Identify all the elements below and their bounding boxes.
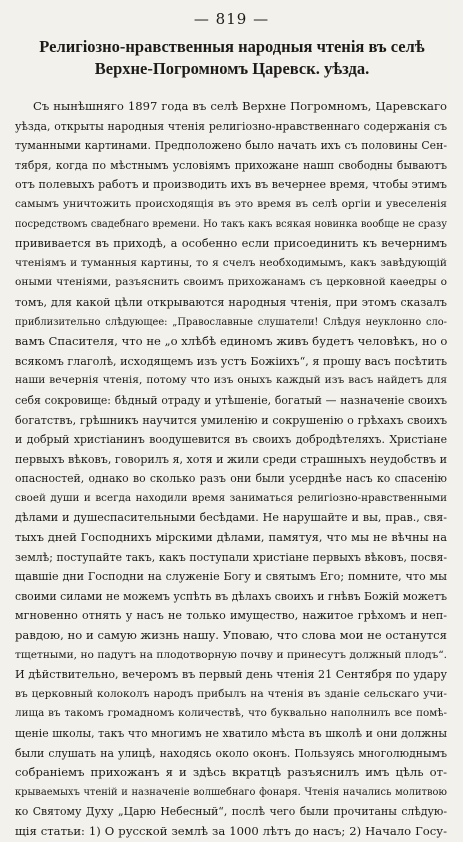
page-number: — 819 — — [193, 10, 270, 28]
text-line: щеніе школы, такъ что многимъ не хватило мѣста въ школѣ и они должны — [15, 727, 447, 740]
text-line: дѣлами и душеспасительными бесѣдами. Не нарушайте и вы, прав., свя- — [15, 511, 447, 525]
text-line: лища въ такомъ громадномъ количествѣ, что буквально наполнилъ все помѣ- — [15, 707, 447, 720]
text-line: томъ, для какой цѣли открываются народныя чтенія, при этомъ сказалъ — [15, 295, 447, 309]
text-line: оными чтеніями, разъяснить своимъ прихожанамъ съ церковной каѳедры о — [15, 276, 447, 289]
title-line: Верхне-Погромномъ Царевск. уѣзда. — [94, 59, 370, 78]
text-line: самымъ уничтожить происходящія въ это время въ селѣ оргіи и увеселенія — [15, 197, 447, 210]
text-line: щія статьи: 1) О русской землѣ за 1000 лѣтъ до насъ; 2) Начало Госу- — [15, 823, 447, 838]
text-line: всякомъ глаголѣ, исходящемъ изъ устъ Божіихъ“, я прошу васъ посѣтить — [15, 354, 447, 368]
text-line: чтеніямъ и туманныя картины, то я счелъ необходимымъ, какъ завѣдующій — [15, 256, 447, 269]
text-line: и добрый христіанинъ воодушевится въ своихъ добродѣтеляхъ. Христіане — [15, 433, 447, 447]
article-title — [22, 36, 442, 80]
text-line: Съ нынѣшняго 1897 года въ селѣ Верхне Погромномъ, Царевскаго — [33, 99, 447, 113]
text-line: своими силами не можемъ успѣть въ дѣлахъ своихъ и гнѣвъ Божій можетъ — [15, 589, 447, 603]
text-line: крываемыхъ чтеній и назначеніе волшебнаго фонаря. Чтенія начались молитвою — [15, 786, 447, 798]
text-line: тыхъ дней Господнихъ мірскими дѣлами, памятуя, что мы не вѣчны на — [15, 530, 447, 545]
text-line: собраніемъ прихожанъ я и здѣсь вкратцѣ разъяснилъ имъ цѣль от- — [15, 765, 447, 780]
text-line: первыхъ вѣковъ, говорилъ я, хотя и жили среди страшныхъ неудобствъ и — [15, 452, 447, 466]
text-line: равдою, но и самую жизнь нашу. Уповаю, что слова мои не останутся — [15, 628, 447, 643]
text-line: прививается въ приходѣ, а особенно если присоединить къ вечернимъ — [15, 236, 447, 251]
text-line: опасностей, однако во сколько разъ они были усерднѣе насъ ко спасенію — [15, 472, 447, 486]
text-line: были слушать на улицѣ, находясь около оконъ. Пользуясь многолюднымъ — [15, 746, 447, 760]
text-line: уѣзда, открыты народныя чтенія религіозно-нравственнаго содержанія съ — [15, 119, 447, 133]
text-line: отъ полевыхъ работъ и производить ихъ въ вечернее время, чтобы этимъ — [15, 178, 447, 192]
text-line: вамъ Спасителя, что не „о хлѣбѣ единомъ живъ будетъ человѣкъ, но о — [15, 334, 447, 349]
text-line: въ церковный колоколъ народъ прибылъ на чтенія въ зданіе сельскаго учи- — [15, 687, 447, 700]
text-line: богатствъ, грѣшникъ научится умиленію и сокрушенію о грѣхахъ своихъ — [15, 413, 447, 427]
text-line: тщетными, но падутъ на плодотворную почву и принесутъ должный плодъ“. — [15, 648, 447, 661]
text-line: землѣ; поступайте такъ, какъ поступали христіане первыхъ вѣковъ, посвя- — [15, 550, 447, 564]
text-line: мгновенно отнять у насъ не только имущество, нажитое грѣхомъ и неп- — [15, 609, 447, 623]
text-line: своей души и всегда находили время заниматься религіозно-нравственными — [15, 491, 447, 504]
title-line: Религіозно-нравственныя народныя чтенія въ селѣ — [39, 37, 425, 56]
text-line: тября, когда по мѣстнымъ условіямъ прихожане нашп свободны бываютъ — [15, 158, 447, 172]
text-line: наши вечернія чтенія, потому что изъ оныхъ каждый изъ васъ найдетъ для — [15, 374, 447, 387]
text-line: посредствомъ свадебнаго времени. Но такъ какъ всякая новинка вообще не сразу — [15, 218, 447, 230]
text-line: туманными картинами. Предположено было начать ихъ съ половины Сен- — [15, 139, 447, 153]
text-line: ко Святому Духу „Царю Небесный“, послѣ чего были прочитаны слѣдую- — [15, 805, 447, 819]
text-line: щавшіе дни Господни на служеніе Богу и святымъ Его; помните, что мы — [15, 570, 447, 584]
text-line: И дѣйствительно, вечеромъ въ первый день чтенія 21 Сентября по удару — [15, 668, 447, 682]
text-line: себя сокровище: бѣдный отраду и утѣшеніе, богатый — назначеніе своихъ — [15, 393, 447, 407]
text-line: приблизительно слѣдующее: „Православные слушатели! Слѣдуя неуклонно сло- — [15, 316, 447, 328]
article-body — [15, 97, 447, 842]
